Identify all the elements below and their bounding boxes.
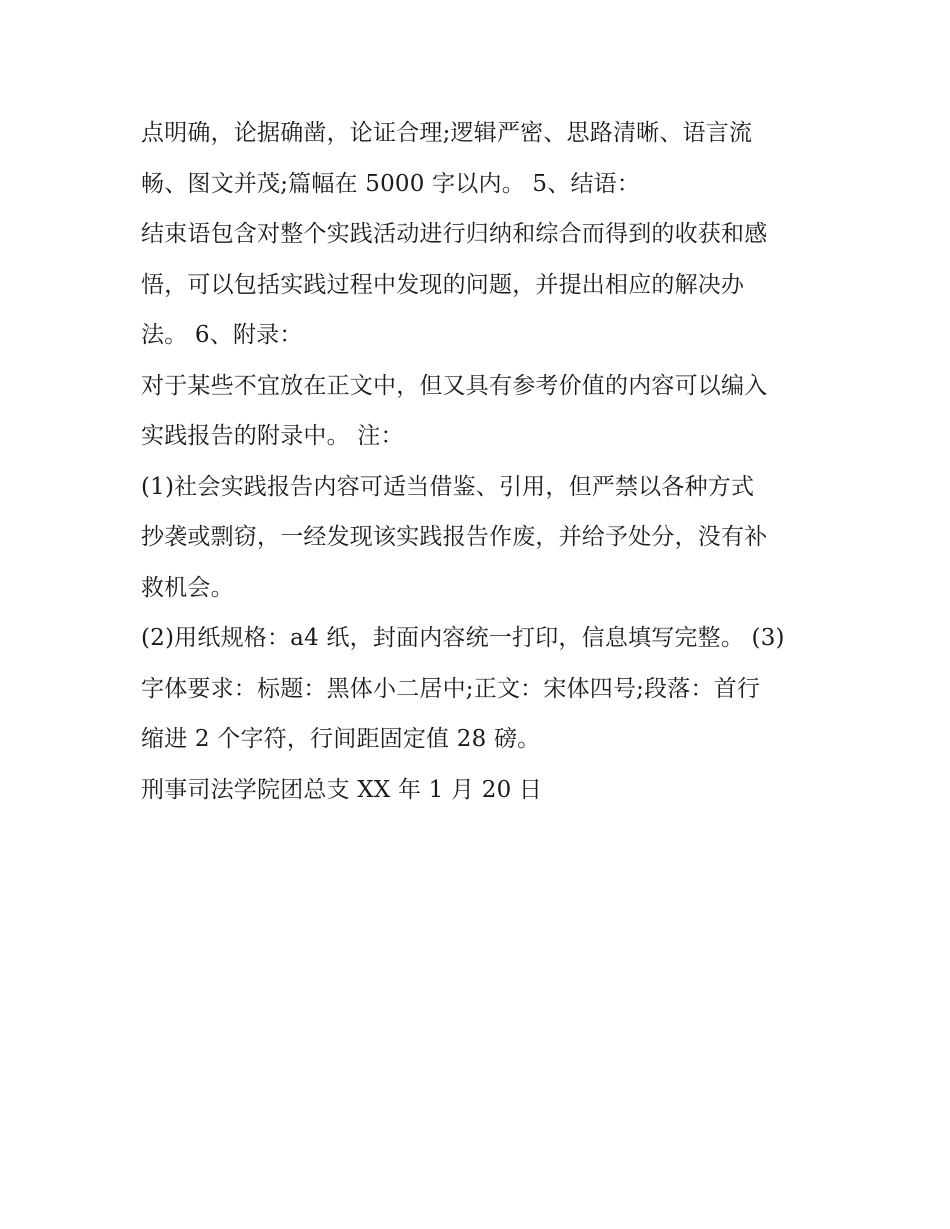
text-line: 悟，可以包括实践过程中发现的问题，并提出相应的解决办 xyxy=(141,271,745,298)
text-line: 救机会。 xyxy=(141,574,234,601)
document-body xyxy=(141,108,821,815)
text-line: 结束语包含对整个实践活动进行归纳和综合而得到的收获和感 xyxy=(141,221,768,247)
text-line: 字体要求：标题：黑体小二居中;正文：宋体四号;段落：首行 xyxy=(141,675,761,702)
text-line: 对于某些不宜放在正文中，但又具有参考价值的内容可以编入 xyxy=(141,372,768,399)
text-line: (1)社会实践报告内容可适当借鉴、引用，但严禁以各种方式 xyxy=(141,473,755,500)
text-line: 畅、图文并茂;篇幅在 5000 字以内。 5、结语： xyxy=(141,170,641,197)
text-line: 缩进 2 个字符，行间距固定值 28 磅。 xyxy=(141,726,541,752)
text-line: (2)用纸规格：a4 纸，封面内容统一打印，信息填写完整。 (3) xyxy=(141,625,785,651)
text-line: 点明确，论据确凿，论证合理;逻辑严密、思路清晰、语言流 xyxy=(141,120,753,146)
signature-line: 刑事司法学院团总支 XX 年 1 月 20 日 xyxy=(141,776,543,803)
text-line: 抄袭或剽窃，一经发现该实践报告作废，并给予处分，没有补 xyxy=(141,524,768,550)
text-line: 实践报告的附录中。 注： xyxy=(141,423,404,449)
text-line: 法。 6、附录： xyxy=(141,322,303,348)
